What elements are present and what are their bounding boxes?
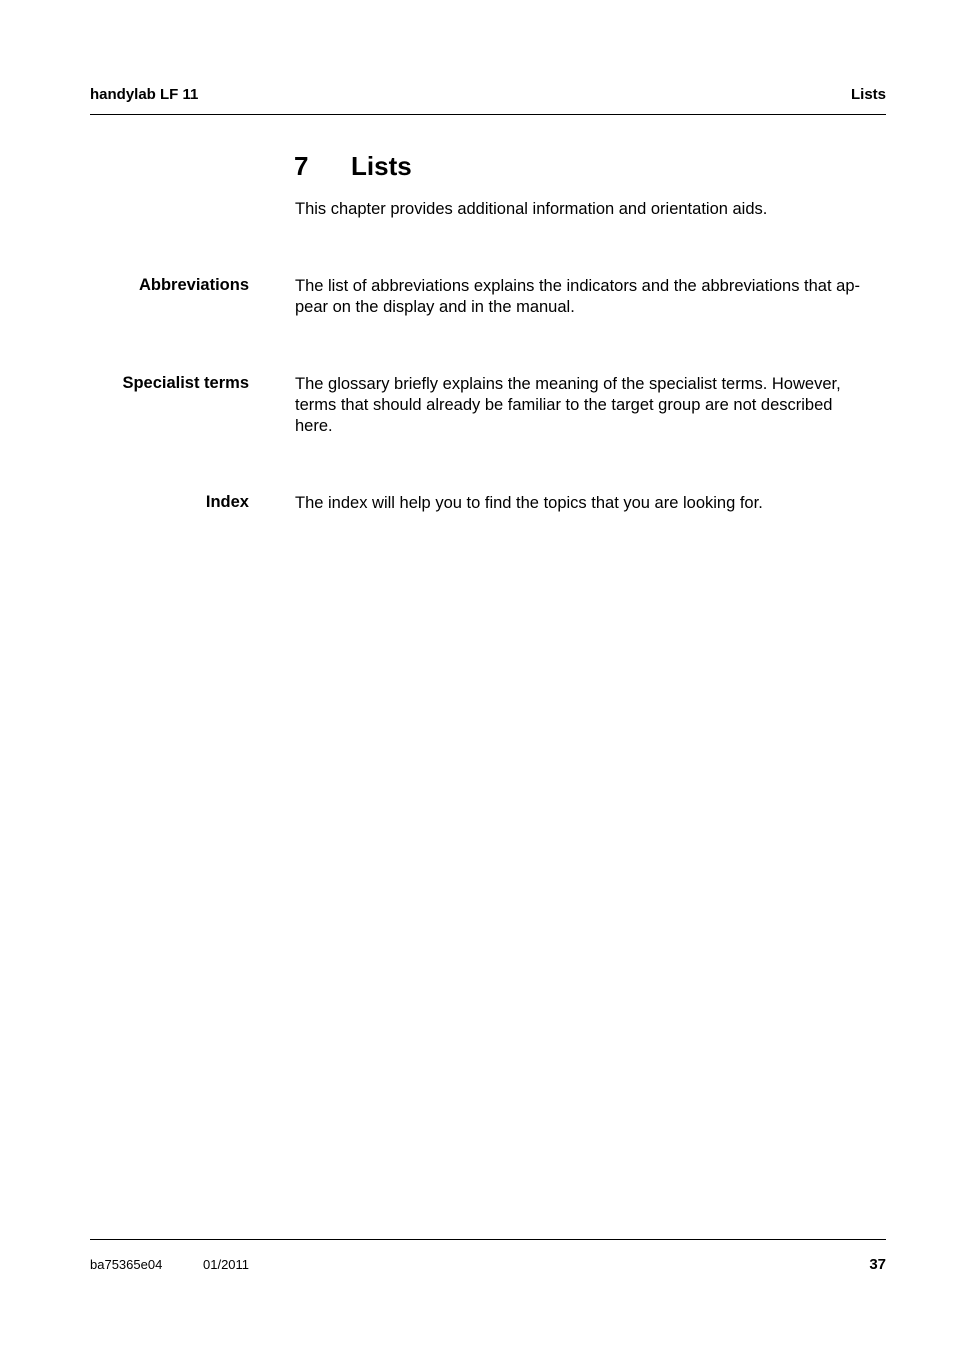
- section-body-abbreviations: [295, 276, 887, 318]
- section-body-line: The list of abbreviations explains the indicators and the abbreviations that ap-: [295, 277, 861, 295]
- section-body-index: [295, 493, 887, 514]
- header-product-name: handylab LF 11: [90, 86, 199, 103]
- header-section-name: Lists: [850, 86, 886, 103]
- section-body-line: pear on the display and in the manual.: [295, 298, 575, 316]
- chapter-number: 7: [294, 151, 309, 181]
- footer-divider: [90, 1239, 886, 1240]
- section-body-specialist-terms: [295, 374, 887, 437]
- chapter-title: Lists: [351, 151, 412, 181]
- footer-doc-number: ba75365e04: [90, 1257, 163, 1272]
- section-label-index: Index: [205, 493, 249, 511]
- section-body-line: The index will help you to find the topics that you are looking for.: [295, 494, 763, 512]
- section-label-specialist-terms: Specialist terms: [122, 374, 249, 392]
- section-body-line: The glossary briefly explains the meaning of the specialist terms. However,: [295, 375, 841, 393]
- section-body-line: here.: [295, 417, 333, 435]
- chapter-intro: This chapter provides additional information and orientation aids.: [295, 200, 768, 218]
- header-divider: [90, 114, 886, 115]
- section-label-abbreviations: Abbreviations: [138, 276, 249, 294]
- footer-date: 01/2011: [203, 1257, 250, 1272]
- page-header: [90, 86, 886, 106]
- page-number: 37: [869, 1256, 886, 1273]
- section-body-line: terms that should already be familiar to the target group are not described: [295, 396, 833, 414]
